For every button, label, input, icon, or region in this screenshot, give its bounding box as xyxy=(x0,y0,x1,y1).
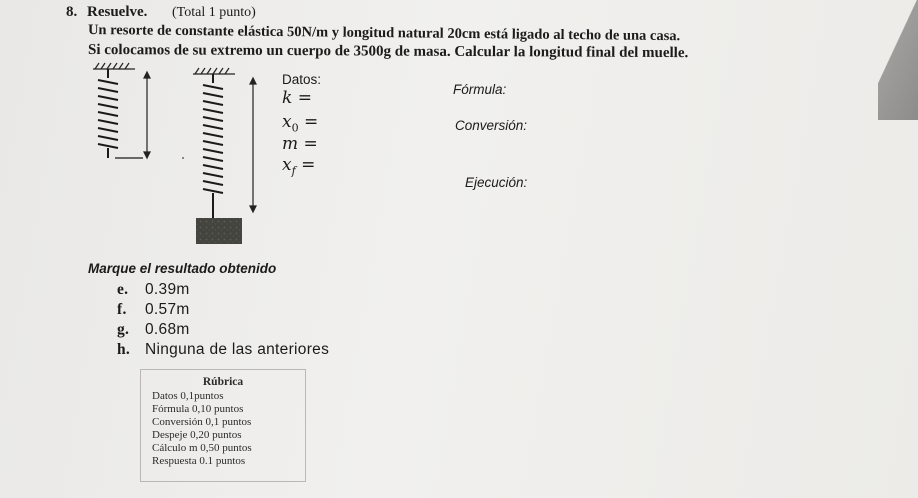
answer-option-e[interactable]: e. 0.39m xyxy=(117,281,190,298)
answer-option-h[interactable]: h. Ninguna de las anteriores xyxy=(117,341,330,358)
problem-line-1: Un resorte de constante elástica 50N/m y longitud natural 20cm está ligado al techo de una casa. xyxy=(87,22,681,45)
page-corner-shadow xyxy=(878,0,918,120)
problem-number: 8. xyxy=(66,4,78,20)
ceiling-hatch-right xyxy=(193,68,235,74)
datos-m: m = xyxy=(282,134,318,154)
datos-x0: $x_0$ = xyxy=(282,112,319,135)
spring-right xyxy=(203,74,223,218)
spring-diagram xyxy=(85,58,265,248)
ceiling-hatch-left xyxy=(93,63,135,69)
rubric-box xyxy=(140,369,306,482)
rubric-item: Cálculo m 0,50 puntos xyxy=(152,442,252,454)
spring-left xyxy=(98,69,143,158)
rubric-title: Rúbrica xyxy=(202,376,244,388)
answers-prompt: Marque el resultado obtenido xyxy=(88,261,277,276)
formula-label: Fórmula: xyxy=(453,82,507,97)
conversion-label: Conversión: xyxy=(455,118,528,133)
rubric-item: Despeje 0,20 puntos xyxy=(152,429,242,441)
problem-title: Resuelve. xyxy=(87,4,148,20)
problem-points: (Total 1 punto) xyxy=(172,5,256,20)
rubric-item: Respuesta 0.1 puntos xyxy=(152,455,246,467)
problem-line-2: Si colocamos de su extremo un cuerpo de 3500g de masa. Calcular la longitud final del muelle. xyxy=(87,42,689,62)
datos-header: Datos: xyxy=(282,72,322,87)
rubric-item: Fórmula 0,10 puntos xyxy=(152,403,244,415)
datos-xf: $x_f$ = xyxy=(282,155,316,178)
length-arrow-right xyxy=(250,78,256,212)
answer-option-f[interactable]: f. 0.57m xyxy=(117,301,190,318)
answer-option-g[interactable]: g. 0.68m xyxy=(117,321,190,338)
datos-k: k = xyxy=(282,88,312,108)
length-arrow-left xyxy=(144,72,150,158)
ejecucion-label: Ejecución: xyxy=(465,175,528,190)
rubric-item: Conversión 0,1 puntos xyxy=(152,416,252,428)
rubric-item: Datos 0,1puntos xyxy=(152,390,224,402)
